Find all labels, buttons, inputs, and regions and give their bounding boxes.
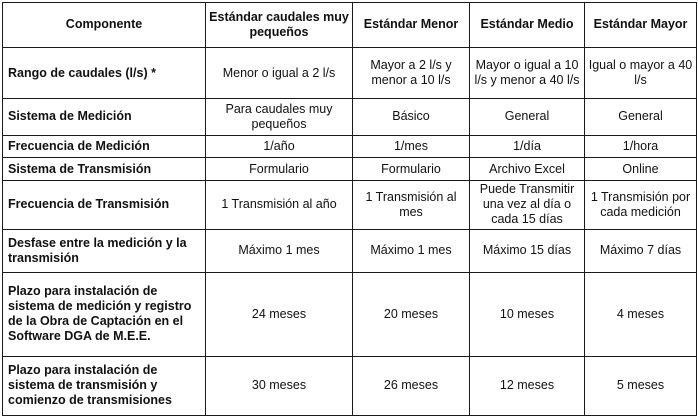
- table-cell: Máximo 7 días: [585, 229, 697, 272]
- table-cell: 20 meses: [353, 272, 470, 356]
- table-cell: 30 meses: [206, 356, 353, 415]
- table-cell: Mayor a 2 l/s y menor a 10 l/s: [353, 47, 470, 98]
- row-label: Frecuencia de Medición: [3, 135, 206, 157]
- table-row-desfase: [3, 229, 697, 272]
- table-cell: 10 meses: [470, 272, 585, 356]
- table-row-plazo-transmision: [3, 356, 697, 415]
- header-componente: Componente: [3, 3, 206, 48]
- table-cell: 1/año: [206, 135, 353, 157]
- row-label: Plazo para instalación de sistema de medición y registro de la Obra de Captación en el Software DGA de M.E.E.: [3, 272, 206, 356]
- table-cell: General: [585, 99, 697, 136]
- standards-table: [2, 2, 697, 416]
- table-cell: Máximo 15 días: [470, 229, 585, 272]
- table-cell: 24 meses: [206, 272, 353, 356]
- table-row-frecuencia-transmision: [3, 180, 697, 229]
- table-cell: 1 Transmisión al mes: [353, 180, 470, 229]
- table-cell: 12 meses: [470, 356, 585, 415]
- table-row-sistema-transmision: [3, 158, 697, 180]
- table-cell: Para caudales muy pequeños: [206, 99, 353, 136]
- header-estandar-mayor: Estándar Mayor: [585, 3, 697, 48]
- table-cell: Online: [585, 158, 697, 180]
- header-estandar-muy-pequenos: Estándar caudales muy pequeños: [206, 3, 353, 48]
- table-cell: 4 meses: [585, 272, 697, 356]
- header-estandar-medio: Estándar Medio: [470, 3, 585, 48]
- table-cell: 1/día: [470, 135, 585, 157]
- table-cell: Puede Transmitir una vez al día o cada 15 días: [470, 180, 585, 229]
- table-row-rango-caudales: [3, 47, 697, 98]
- table-cell: 1 Transmisión por cada medición: [585, 180, 697, 229]
- table-row-frecuencia-medicion: [3, 135, 697, 157]
- table-row-sistema-medicion: [3, 99, 697, 136]
- table-cell: 1/mes: [353, 135, 470, 157]
- table-cell: 26 meses: [353, 356, 470, 415]
- table-cell: 1/hora: [585, 135, 697, 157]
- table-cell: Máximo 1 mes: [353, 229, 470, 272]
- row-label: Plazo para instalación de sistema de transmisión y comienzo de transmisiones: [3, 356, 206, 415]
- header-row: [3, 3, 697, 48]
- table-cell: Formulario: [206, 158, 353, 180]
- row-label: Sistema de Medición: [3, 99, 206, 136]
- table-cell: Formulario: [353, 158, 470, 180]
- table-cell: Menor o igual a 2 l/s: [206, 47, 353, 98]
- table-cell: Igual o mayor a 40 l/s: [585, 47, 697, 98]
- table-row-plazo-medicion: [3, 272, 697, 356]
- table-cell: General: [470, 99, 585, 136]
- row-label: Rango de caudales (l/s) *: [3, 47, 206, 98]
- table-cell: Mayor o igual a 10 l/s y menor a 40 l/s: [470, 47, 585, 98]
- table-cell: Básico: [353, 99, 470, 136]
- row-label: Frecuencia de Transmisión: [3, 180, 206, 229]
- table-cell: 1 Transmisión al año: [206, 180, 353, 229]
- table-cell: Máximo 1 mes: [206, 229, 353, 272]
- table-cell: 5 meses: [585, 356, 697, 415]
- row-label: Desfase entre la medición y la transmisión: [3, 229, 206, 272]
- row-label: Sistema de Transmisión: [3, 158, 206, 180]
- header-estandar-menor: Estándar Menor: [353, 3, 470, 48]
- table-cell: Archivo Excel: [470, 158, 585, 180]
